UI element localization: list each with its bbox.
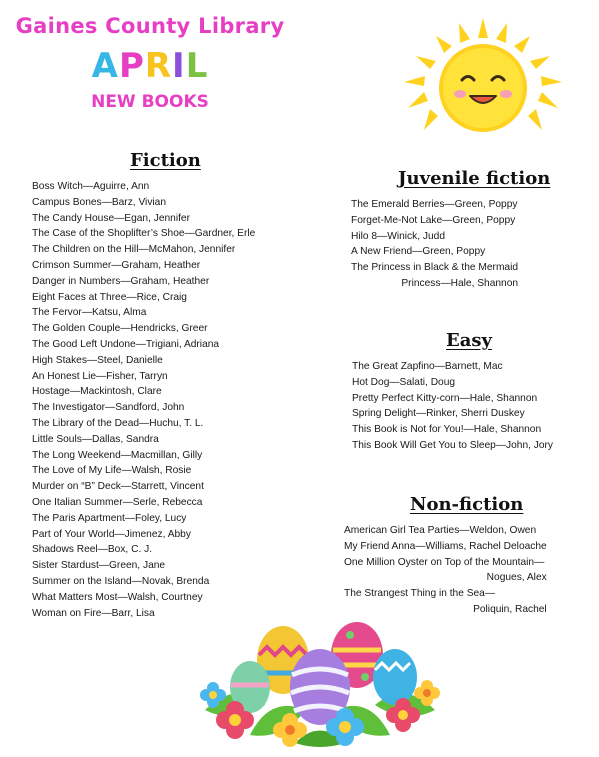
- list-item: My Friend Anna—Williams, Rachel Deloache: [344, 540, 547, 552]
- list-item: The Good Left Undone—Trigiani, Adriana: [32, 338, 220, 350]
- juvenile-fiction-heading: Juvenile fiction: [398, 168, 551, 189]
- list-item: The Golden Couple—Hendricks, Greer: [32, 323, 208, 335]
- list-item: Campus Bones—Barz, Vivian: [32, 196, 167, 208]
- list-item: The Paris Apartment—Foley, Lucy: [32, 512, 187, 524]
- month-letter: I: [172, 46, 186, 86]
- easy-heading: Easy: [446, 330, 492, 351]
- list-item: The Case of the Shoplifter’s Shoe—Gardner, Erle: [32, 228, 256, 240]
- month-letter: R: [144, 46, 173, 86]
- list-item: Hostage—Mackintosh, Clare: [32, 386, 162, 398]
- library-title: Gaines County Library: [15, 14, 285, 38]
- list-item: The Fervor—Katsu, Alma: [32, 307, 147, 319]
- list-item: A New Friend—Green, Poppy: [351, 246, 486, 258]
- list-item: This Book Will Get You to Sleep—John, Jory: [352, 439, 554, 451]
- fiction-heading: Fiction: [130, 150, 201, 171]
- item-line: The Princess in Black & the Mermaid: [351, 262, 519, 274]
- list-item: An Honest Lie—Fisher, Tarryn: [32, 370, 168, 382]
- month-letter: A: [91, 46, 119, 86]
- easy-list: [352, 359, 553, 454]
- list-item: The Children on the Hill—McMahon, Jennifer: [32, 244, 236, 256]
- list-item: [351, 260, 518, 292]
- list-item: High Stakes—Steel, Danielle: [32, 354, 163, 366]
- list-item: One Italian Summer—Serle, Rebecca: [32, 496, 203, 508]
- list-item: Danger in Numbers—Graham, Heather: [32, 275, 210, 287]
- nonfiction-heading: Non-fiction: [410, 494, 524, 515]
- list-item: Eight Faces at Three—Rice, Craig: [32, 291, 187, 303]
- list-item: Little Souls—Dallas, Sandra: [32, 433, 159, 445]
- list-item: [344, 555, 547, 587]
- list-item: The Long Weekend—Macmillan, Gilly: [32, 449, 203, 461]
- month-letter: L: [185, 46, 209, 86]
- list-item: Shadows Reel—Box, C. J.: [32, 544, 153, 556]
- list-item: The Emerald Berries—Green, Poppy: [351, 199, 518, 210]
- item-continuation: Poliquin, Rachel: [473, 603, 547, 615]
- list-item: Spring Delight—Rinker, Sherri Duskey: [352, 408, 525, 420]
- item-line: One Million Oyster on Top of the Mountain—: [344, 556, 545, 568]
- sun-icon: [398, 16, 568, 136]
- list-item: The Candy House—Egan, Jennifer: [32, 212, 190, 224]
- list-item: Summer on the Island—Novak, Brenda: [32, 575, 210, 587]
- list-item: Sister Stardust—Green, Jane: [32, 560, 166, 572]
- list-item: The Great Zapfino—Barnett, Mac: [352, 361, 503, 372]
- list-item: Part of Your World—Jimenez, Abby: [32, 528, 191, 540]
- list-item: American Girl Tea Parties—Weldon, Owen: [344, 525, 537, 536]
- list-item: Hot Dog—Salati, Doug: [352, 376, 456, 388]
- list-item: The Love of My Life—Walsh, Rosie: [32, 465, 192, 477]
- list-item: Boss Witch—Aguirre, Ann: [32, 181, 150, 192]
- easter-eggs-icon: [195, 615, 445, 750]
- list-item: This Book is Not for You!—Hale, Shannon: [352, 424, 542, 436]
- list-item: What Matters Most—Walsh, Courtney: [32, 591, 203, 603]
- nonfiction-list: [344, 523, 547, 618]
- juvenile-fiction-list: [351, 197, 518, 292]
- list-item: Woman on Fire—Barr, Lisa: [32, 607, 155, 619]
- list-item: The Library of the Dead—Huchu, T. L.: [32, 417, 204, 429]
- item-continuation: Nogues, Alex: [486, 572, 547, 584]
- month-heading: [0, 46, 300, 86]
- list-item: [344, 586, 547, 618]
- list-item: Hilo 8—Winick, Judd: [351, 230, 445, 242]
- item-line: The Strangest Thing in the Sea—: [344, 588, 496, 600]
- list-item: Pretty Perfect Kitty-corn—Hale, Shannon: [352, 392, 538, 404]
- list-item: Murder on “B” Deck—Starrett, Vincent: [32, 481, 204, 493]
- fiction-list: [32, 179, 255, 621]
- list-item: The Investigator—Sandford, John: [32, 402, 185, 414]
- item-continuation: Princess—Hale, Shannon: [401, 277, 519, 289]
- new-books-subtitle: NEW BOOKS: [91, 92, 209, 112]
- list-item: Forget-Me-Not Lake—Green, Poppy: [351, 214, 516, 226]
- month-letter: P: [118, 46, 145, 86]
- list-item: Crimson Summer—Graham, Heather: [32, 259, 201, 271]
